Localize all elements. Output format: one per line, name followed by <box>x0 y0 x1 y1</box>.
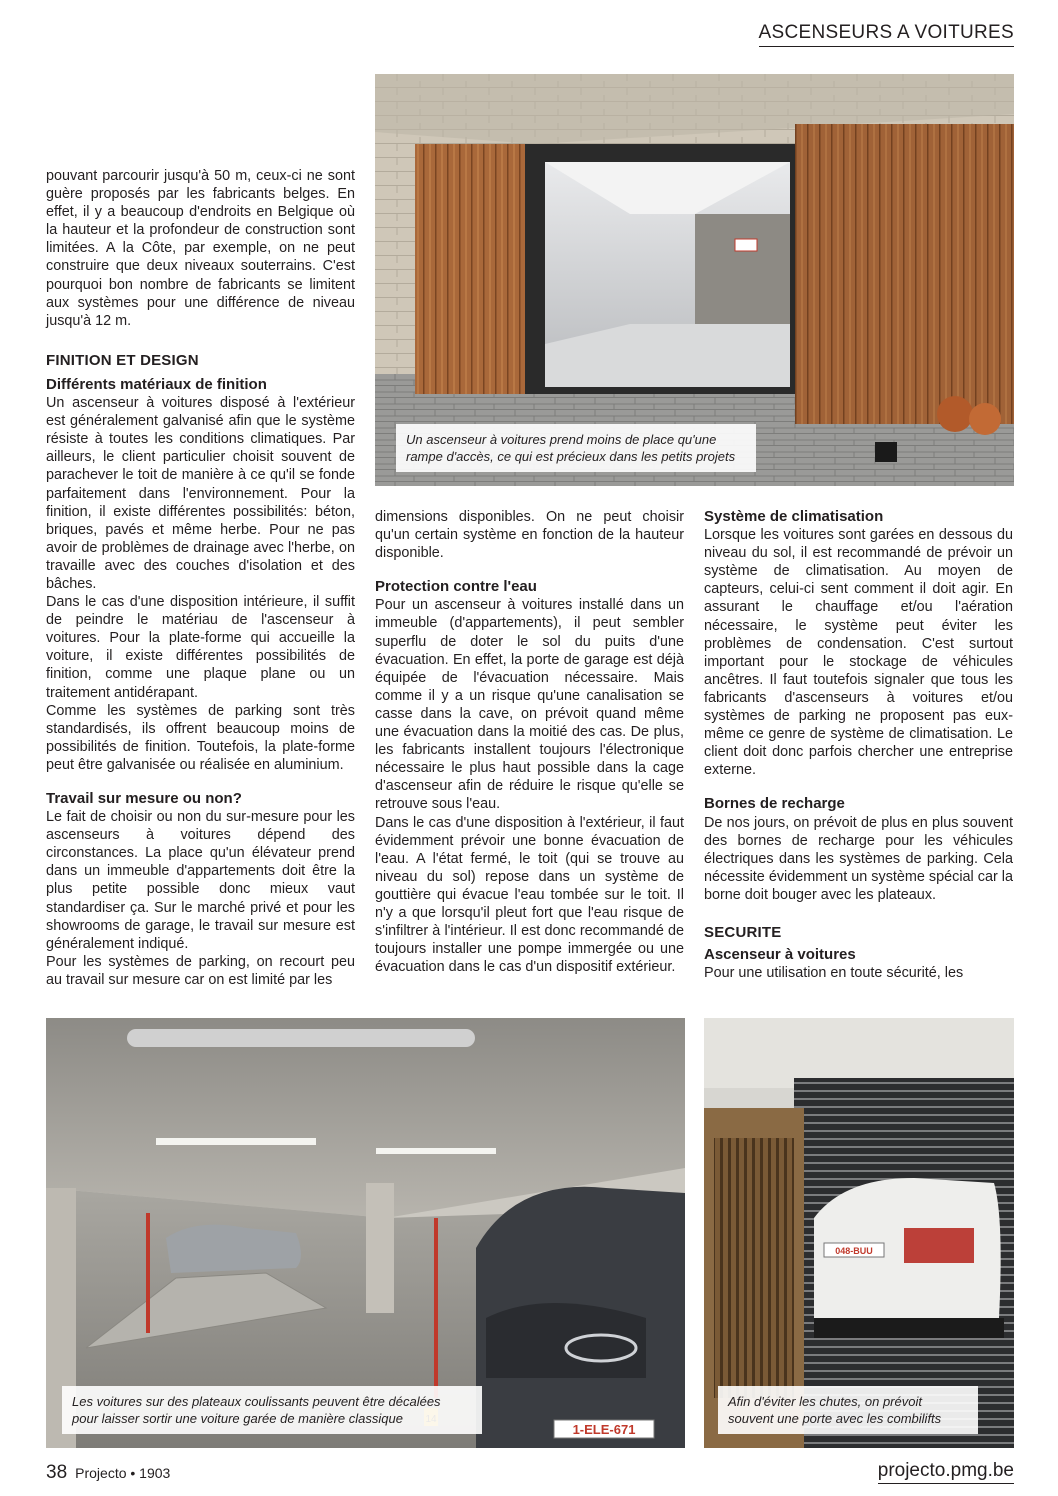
caption-garage-entrance <box>396 424 756 472</box>
caption-line-1: Les voitures sur des plateaux coulissants peuvent être décalées <box>72 1394 441 1409</box>
subheading-materiaux: Différents matériaux de finition <box>46 375 267 393</box>
paragraph: Le fait de choisir ou non du sur-mesure pour les ascenseurs à voitures dépend des circonstances. La place qu'un élévateur prend dans un immeuble d'appartements doit être la plus petite possible donc mieux vaut standardiser ça. Sur le marché privé et pour les showrooms de garage, le travail sur mesure est généralement indiqué. <box>46 809 355 952</box>
photo-garage-entrance <box>375 74 1014 486</box>
section-title-finition: FINITION ET DESIGN <box>46 351 199 369</box>
section-title-securite: SECURITE <box>704 923 782 941</box>
caption-line-2: rampe d'accès, ce qui est précieux dans les petits projets <box>406 449 736 464</box>
caption-line-2: souvent une porte avec les combilifts <box>728 1411 942 1426</box>
photo-parking-plateaux <box>46 1018 685 1448</box>
subheading-ascenseur: Ascenseur à voitures <box>704 946 856 964</box>
page-number: 38 <box>46 1462 68 1483</box>
paragraph: Dans le cas d'une disposition intérieure, il suffit de peindre le matériau de l'ascenseur à voitures. Pour la plate-forme qui accueille la voiture, il existe différentes possibilités de finition, comme une plaque plane ou un traitement antidérapant. <box>46 594 355 701</box>
parking-illustration <box>46 1018 685 1448</box>
subheading-bornes: Bornes de recharge <box>704 795 845 813</box>
paragraph: Comme les systèmes de parking sont très standardisés, ils offrent beaucoup moins de possibilités de finition. Toutefois, la plate-forme peut être galvanisée ou réalisée en aluminium. <box>46 702 355 773</box>
paragraph: Pour une utilisation en toute sécurité, les <box>704 965 964 982</box>
paragraph: De nos jours, on prévoit de plus en plus souvent des bornes de recharge pour les véhicules électriques dans les systèmes de parking. Cela nécessite évidemment un système spécial car la borne doit bouger avec les plateaux. <box>704 814 1013 903</box>
column-2 <box>375 508 684 976</box>
caption-line-1: Afin d'éviter les chutes, on prévoit <box>728 1394 922 1409</box>
intro-paragraph: pouvant parcourir jusqu'à 50 m, ceux-ci ne sont guère proposés par les fabricants belges. En effet, il y a beaucoup d'endroits en Belgique où la hauteur et la profondeur de construction sont limitées. A la Côte, par exemple, on ne peut construire que deux niveaux souterrains. C'est pourquoi bon nombre de fabricants se limitent aux systèmes pour une différence de niveau jusqu'à 12 m. <box>46 168 355 329</box>
caption-line-1: Un ascenseur à voitures prend moins de place qu'une <box>406 432 717 447</box>
paragraph: Un ascenseur à voitures disposé à l'extérieur est généralement galvanisé afin que le système résiste à toutes les conditions climatiques. Par ailleurs, le client particulier choisit souvent de parachever le toit de manière à ce qu'il se fonde parfaitement dans l'environnement. Pour la finition, il existe différentes possibilités: béton, briques, pavés et même herbe. Pour ne pas avoir de problèmes de drainage avec l'herbe, on travaille avec des couches d'isolation et des bâches. <box>46 395 355 592</box>
subheading-climatisation: Système de climatisation <box>704 508 884 525</box>
column-1 <box>46 167 355 989</box>
paragraph: Dans le cas d'une disposition à l'extérieur, il faut évidemment prévoir une bonne évacuation de l'eau. A l'état fermé, le toit (qui se trouve au niveau du sol) repose dans un système de gouttière qui évacue l'eau tombée sur le toit. Il n'y a que lorsqu'il pleut fort que l'eau risque de s'infiltrer à l'intérieur. Il est donc recommandé de toujours installer une pompe immergée ou une évacuation dans le cas d'un dispositif extérieur. <box>375 814 684 976</box>
caption-line-2: pour laisser sortir une voiture garée de manière classique <box>72 1411 403 1426</box>
photo-combilift-door <box>704 1018 1014 1448</box>
combilift-illustration <box>704 1018 1014 1448</box>
caption-combilift-door <box>718 1386 978 1434</box>
paragraph: dimensions disponibles. On ne peut choisir qu'un certain système en fonction de la hauteur disponible. <box>375 509 684 562</box>
magazine-issue: Projecto • 1903 <box>75 1465 171 1481</box>
paragraph: Pour les systèmes de parking, on recourt peu au travail sur mesure car on est limité par les <box>46 953 355 988</box>
license-plate-bmw: 048-BUU <box>835 1246 873 1256</box>
caption-parking-plateaux <box>62 1386 482 1434</box>
footer-left <box>46 1462 170 1484</box>
license-plate-audi: 1-ELE-671 <box>572 1422 636 1437</box>
column-3 <box>704 508 1013 982</box>
subheading-protection-eau: Protection contre l'eau <box>375 578 537 596</box>
website-link[interactable]: projecto.pmg.be <box>878 1460 1014 1484</box>
paragraph: Lorsque les voitures sont garées en dessous du niveau du sol, il est recommandé de prévoir un système de climatisation. Au moyen de capteurs, celui-ci sent comment il doit agir. En assurant le chauffage et/ou l'aération nécessaire, le système peut éviter les problèmes de condensation. C'est surtout important pour le stockage de véhicules ancêtres. Il faut toutefois signaler que tous les fabricants d'ascenseurs à voitures et/ou systèmes de parking ne proposent pas eux-même ce genre de système de climatisation. Le client doit donc parfois chercher une entreprise externe. <box>704 527 1013 779</box>
section-header: ASCENSEURS A VOITURES <box>759 22 1014 47</box>
paragraph: Pour un ascenseur à voitures installé dans un immeuble (d'appartements), il peut sembler superflu de doter le sol du puits d'une évacuation. En effet, la porte de garage est déjà équipée de l'évacuation nécessaire. Mais comme il y a un risque qu'une canalisation se casse dans la cave, on prévoit quand même une évacuation dans la moitié des cas. De plus, les fabricants installent toujours l'électronique nécessaire le plus haut possible dans la cage d'ascenseur afin de réduire le risque qu'elle se retrouve sous l'eau. <box>375 597 684 813</box>
subheading-sur-mesure: Travail sur mesure ou non? <box>46 790 242 807</box>
